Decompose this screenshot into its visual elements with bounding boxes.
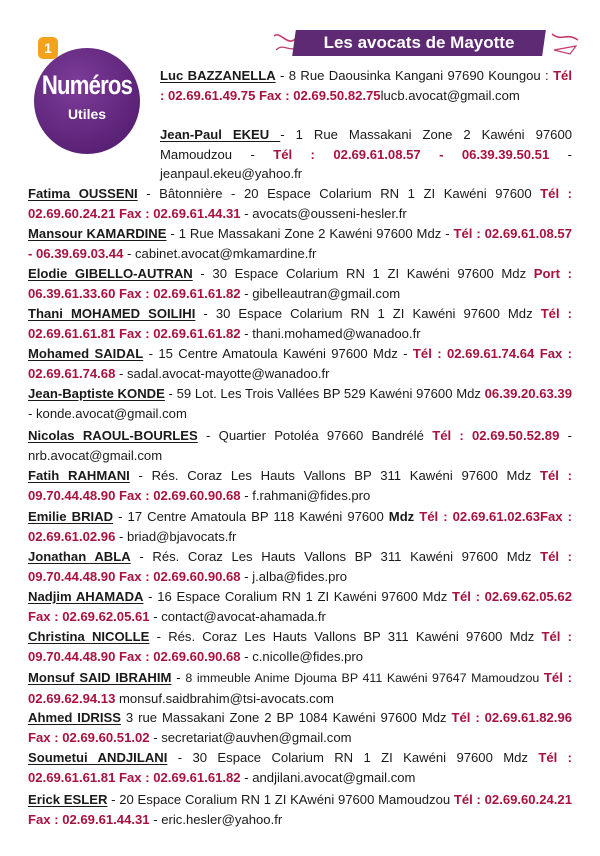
lawyer-entry <box>28 627 572 667</box>
separator: - <box>143 589 158 604</box>
separator: - <box>129 468 152 483</box>
lawyer-phone: Tél : 02.69.61.61.81 Fax : 02.69.61.61.82 <box>28 750 573 785</box>
lawyer-phone: Tél : 02.69.61.49.75 Fax : 02.69.50.82.75 <box>160 68 572 103</box>
lawyer-phone: Tél : 09.70.44.48.90 Fax : 02.69.60.90.68 <box>28 549 572 584</box>
lawyer-email: - avocats@ousseni-hesler.fr <box>240 205 407 221</box>
lawyer-address: 1 Rue Massakani Zone 2 Kawéni 97600 Mamoudzou - <box>160 127 573 162</box>
lawyer-address: 30 Espace Colarium RN 1 ZI Kawéni 97600 Mdz <box>212 266 534 281</box>
lawyer-entry <box>28 304 572 344</box>
lawyer-entry <box>28 184 572 224</box>
lawyer-phone: Tél : 02.69.60.24.21 Fax : 02.69.61.44.31 <box>28 186 573 221</box>
lawyer-email: - eric.hesler@yahoo.fr <box>149 811 283 827</box>
lawyer-name: Mohamed SAIDAL <box>28 346 144 361</box>
lawyer-email: - thani.mohamed@wanadoo.fr <box>240 325 421 341</box>
lawyer-email: - jeanpaul.ekeu@yahoo.fr <box>160 146 572 182</box>
lawyer-phone: Tél : 09.70.44.48.90 Fax : 02.69.60.90.68 <box>28 629 572 664</box>
lawyer-email: - nrb.avocat@gmail.com <box>28 428 572 463</box>
lawyer-entry <box>28 466 572 506</box>
lawyer-entry <box>28 790 572 830</box>
lawyer-entry <box>160 125 572 185</box>
lawyer-entry <box>28 748 572 788</box>
lawyer-email: - contact@avocat-ahamada.fr <box>149 608 326 624</box>
lawyer-name: Mansour KAMARDINE <box>28 226 167 241</box>
lawyer-name: Elodie GIBELLO-AUTRAN <box>28 266 193 281</box>
lawyer-name: Jean-Paul EKEU <box>160 127 281 142</box>
lawyer-entry <box>28 587 572 627</box>
lawyer-phone: Tél : 02.69.61.08.57 - 06.39.39.50.51 <box>273 146 550 162</box>
lawyer-address: 3 rue Massakani Zone 2 BP 1084 Kawéni 97600 Mdz <box>125 710 452 725</box>
separator: - <box>164 386 177 401</box>
lawyer-address: Rés. Coraz Les Hauts Vallons BP 311 Kawéni 97600 Mdz <box>151 468 540 483</box>
lawyer-address: 15 Centre Amatoula Kawéni 97600 Mdz - <box>158 346 413 361</box>
lawyer-address: Bâtonnière - 20 Espace Colarium RN 1 ZI Kawéni 97600 <box>159 186 541 201</box>
lawyer-address: 17 Centre Amatoula BP 118 Kawéni 97600 <box>127 509 389 524</box>
lawyer-name: Fatima OUSSENI <box>28 186 138 201</box>
lawyer-name: Ahmed IDRISS <box>28 710 121 725</box>
lawyer-name: Erick ESLER <box>28 792 108 807</box>
separator: - <box>280 127 296 142</box>
lawyer-phone: Port : 06.39.61.33.60 Fax : 02.69.61.61.82 <box>28 266 572 301</box>
lawyer-phone: Tél : 02.69.62.94.13 <box>28 670 572 706</box>
lawyer-phone: Tél : 02.69.61.08.57 - 06.39.69.03.44 <box>28 226 572 261</box>
lawyer-email: - cabinet.avocat@mkamardine.fr <box>123 245 317 261</box>
lawyer-email: - c.nicolle@fides.pro <box>240 648 364 664</box>
lawyer-entry <box>28 264 572 304</box>
page-title: Les avocats de Mayotte <box>323 33 515 52</box>
lawyer-name: Monsuf SAID IBRAHIM <box>28 670 172 685</box>
lawyer-name: Christina NICOLLE <box>28 629 150 644</box>
separator: - <box>149 629 169 644</box>
separator: - <box>107 792 120 807</box>
separator: - <box>195 306 216 321</box>
lawyer-email: monsuf.saidbrahim@tsi-avocats.com <box>115 690 334 706</box>
lawyer-name: Nadjim AHAMADA <box>28 589 144 604</box>
lawyer-phone: Tél : 02.69.50.52.89 <box>432 428 560 443</box>
lawyer-entry <box>28 384 572 424</box>
separator: - <box>130 549 153 564</box>
lawyer-email: lucb.avocat@gmail.com <box>380 87 520 103</box>
lawyer-address: Rés. Coraz Les Hauts Vallons BP 311 Kawéni 97600 Mdz <box>168 629 542 644</box>
lawyer-email: - konde.avocat@gmail.com <box>28 405 187 421</box>
lawyer-phone: Tél : 02.69.61.74.64 Fax : 02.69.61.74.68 <box>28 346 573 381</box>
logo-badge: 1 <box>38 37 58 59</box>
lawyer-phone: Tél : 02.69.61.82.96 Fax : 02.69.60.51.02 <box>28 710 573 745</box>
lawyer-address: 20 Espace Coralium RN 1 ZI KAwéni 97600 Mamoudzou <box>119 792 454 807</box>
lawyer-entry <box>28 426 572 466</box>
lawyer-entry <box>28 507 572 547</box>
lawyer-name: Fatih RAHMANI <box>28 468 130 483</box>
separator: - <box>192 266 213 281</box>
lawyer-phone: Tél : 02.69.61.02.63Fax : 02.69.61.02.96 <box>28 509 572 544</box>
lawyer-address: 16 Espace Coralium RN 1 ZI Kawéni 97600 Mdz <box>157 589 452 604</box>
lawyer-email: - sadal.avocat-mayotte@wanadoo.fr <box>115 365 330 381</box>
logo-line1: Numéros <box>41 70 133 100</box>
separator: - <box>171 670 186 685</box>
lawyer-address: 30 Espace Colarium RN 1 ZI Kawéni 97600 Mdz <box>192 750 539 765</box>
separator: - <box>113 509 128 524</box>
separator: - <box>197 428 219 443</box>
lawyer-name: Thani MOHAMED SOILIHI <box>28 306 196 321</box>
lawyer-phone: 06.39.20.63.39 <box>484 386 572 401</box>
lawyer-address: 8 immeuble Anime Djouma BP 411 Kawéni 97647 Mamoudzou <box>185 671 544 685</box>
lawyer-email: - f.rahmani@fides.pro <box>240 487 371 503</box>
separator: - <box>275 68 289 83</box>
separator: - <box>167 750 193 765</box>
lawyer-email: - gibelleautran@gmail.com <box>240 285 401 301</box>
separator: - <box>166 226 179 241</box>
lawyer-entry <box>28 708 572 748</box>
lawyer-phone: Tél : 02.69.62.05.62 Fax : 02.69.62.05.61 <box>28 589 572 624</box>
lawyer-name: Jean-Baptiste KONDE <box>28 386 165 401</box>
logo-line2: Utiles <box>67 106 107 122</box>
lawyer-entry <box>160 66 572 126</box>
lawyer-address: 30 Espace Colarium RN 1 ZI Kawéni 97600 Mdz <box>215 306 541 321</box>
lawyer-phone: Tél : 02.69.61.61.81 Fax : 02.69.61.61.82 <box>28 306 573 341</box>
lawyer-address: Quartier Potoléa 97660 Bandrélé <box>218 428 433 443</box>
lawyer-email: - andjilani.avocat@gmail.com <box>240 769 416 785</box>
lawyer-address: 8 Rue Daousinka Kangani 97690 Koungou : <box>288 68 554 83</box>
address-bold: Mdz <box>388 509 420 524</box>
lawyer-name: Emilie BRIAD <box>28 509 114 524</box>
lawyer-phone: Tél : 02.69.60.24.21 Fax : 02.69.61.44.31 <box>28 792 572 827</box>
lawyer-address: 1 Rue Massakani Zone 2 Kawéni 97600 Mdz - <box>178 226 454 241</box>
lawyer-address: 59 Lot. Les Trois Vallées BP 529 Kawéni 97600 Mdz <box>176 386 485 401</box>
lawyer-entry <box>28 224 572 264</box>
lawyer-email: - briad@bjavocats.fr <box>115 528 237 544</box>
lawyer-name: Nicolas RAOUL-BOURLES <box>28 428 198 443</box>
lawyer-name: Luc BAZZANELLA <box>160 68 276 83</box>
lawyer-entry <box>28 344 572 384</box>
lawyer-address: Rés. Coraz Les Hauts Vallons BP 311 Kawéni 97600 Mdz <box>152 549 541 564</box>
lawyer-email: - j.alba@fides.pro <box>240 568 348 584</box>
lawyer-entry <box>28 668 572 708</box>
lawyer-phone: Tél : 09.70.44.48.90 Fax : 02.69.60.90.68 <box>28 468 572 503</box>
separator: - <box>143 346 159 361</box>
lawyer-entry <box>28 547 572 587</box>
separator: - <box>137 186 160 201</box>
lawyer-name: Soumetui ANDJILANI <box>28 750 168 765</box>
lawyer-email: - secretariat@auvhen@gmail.com <box>149 729 352 745</box>
lawyer-name: Jonathan ABLA <box>28 549 131 564</box>
